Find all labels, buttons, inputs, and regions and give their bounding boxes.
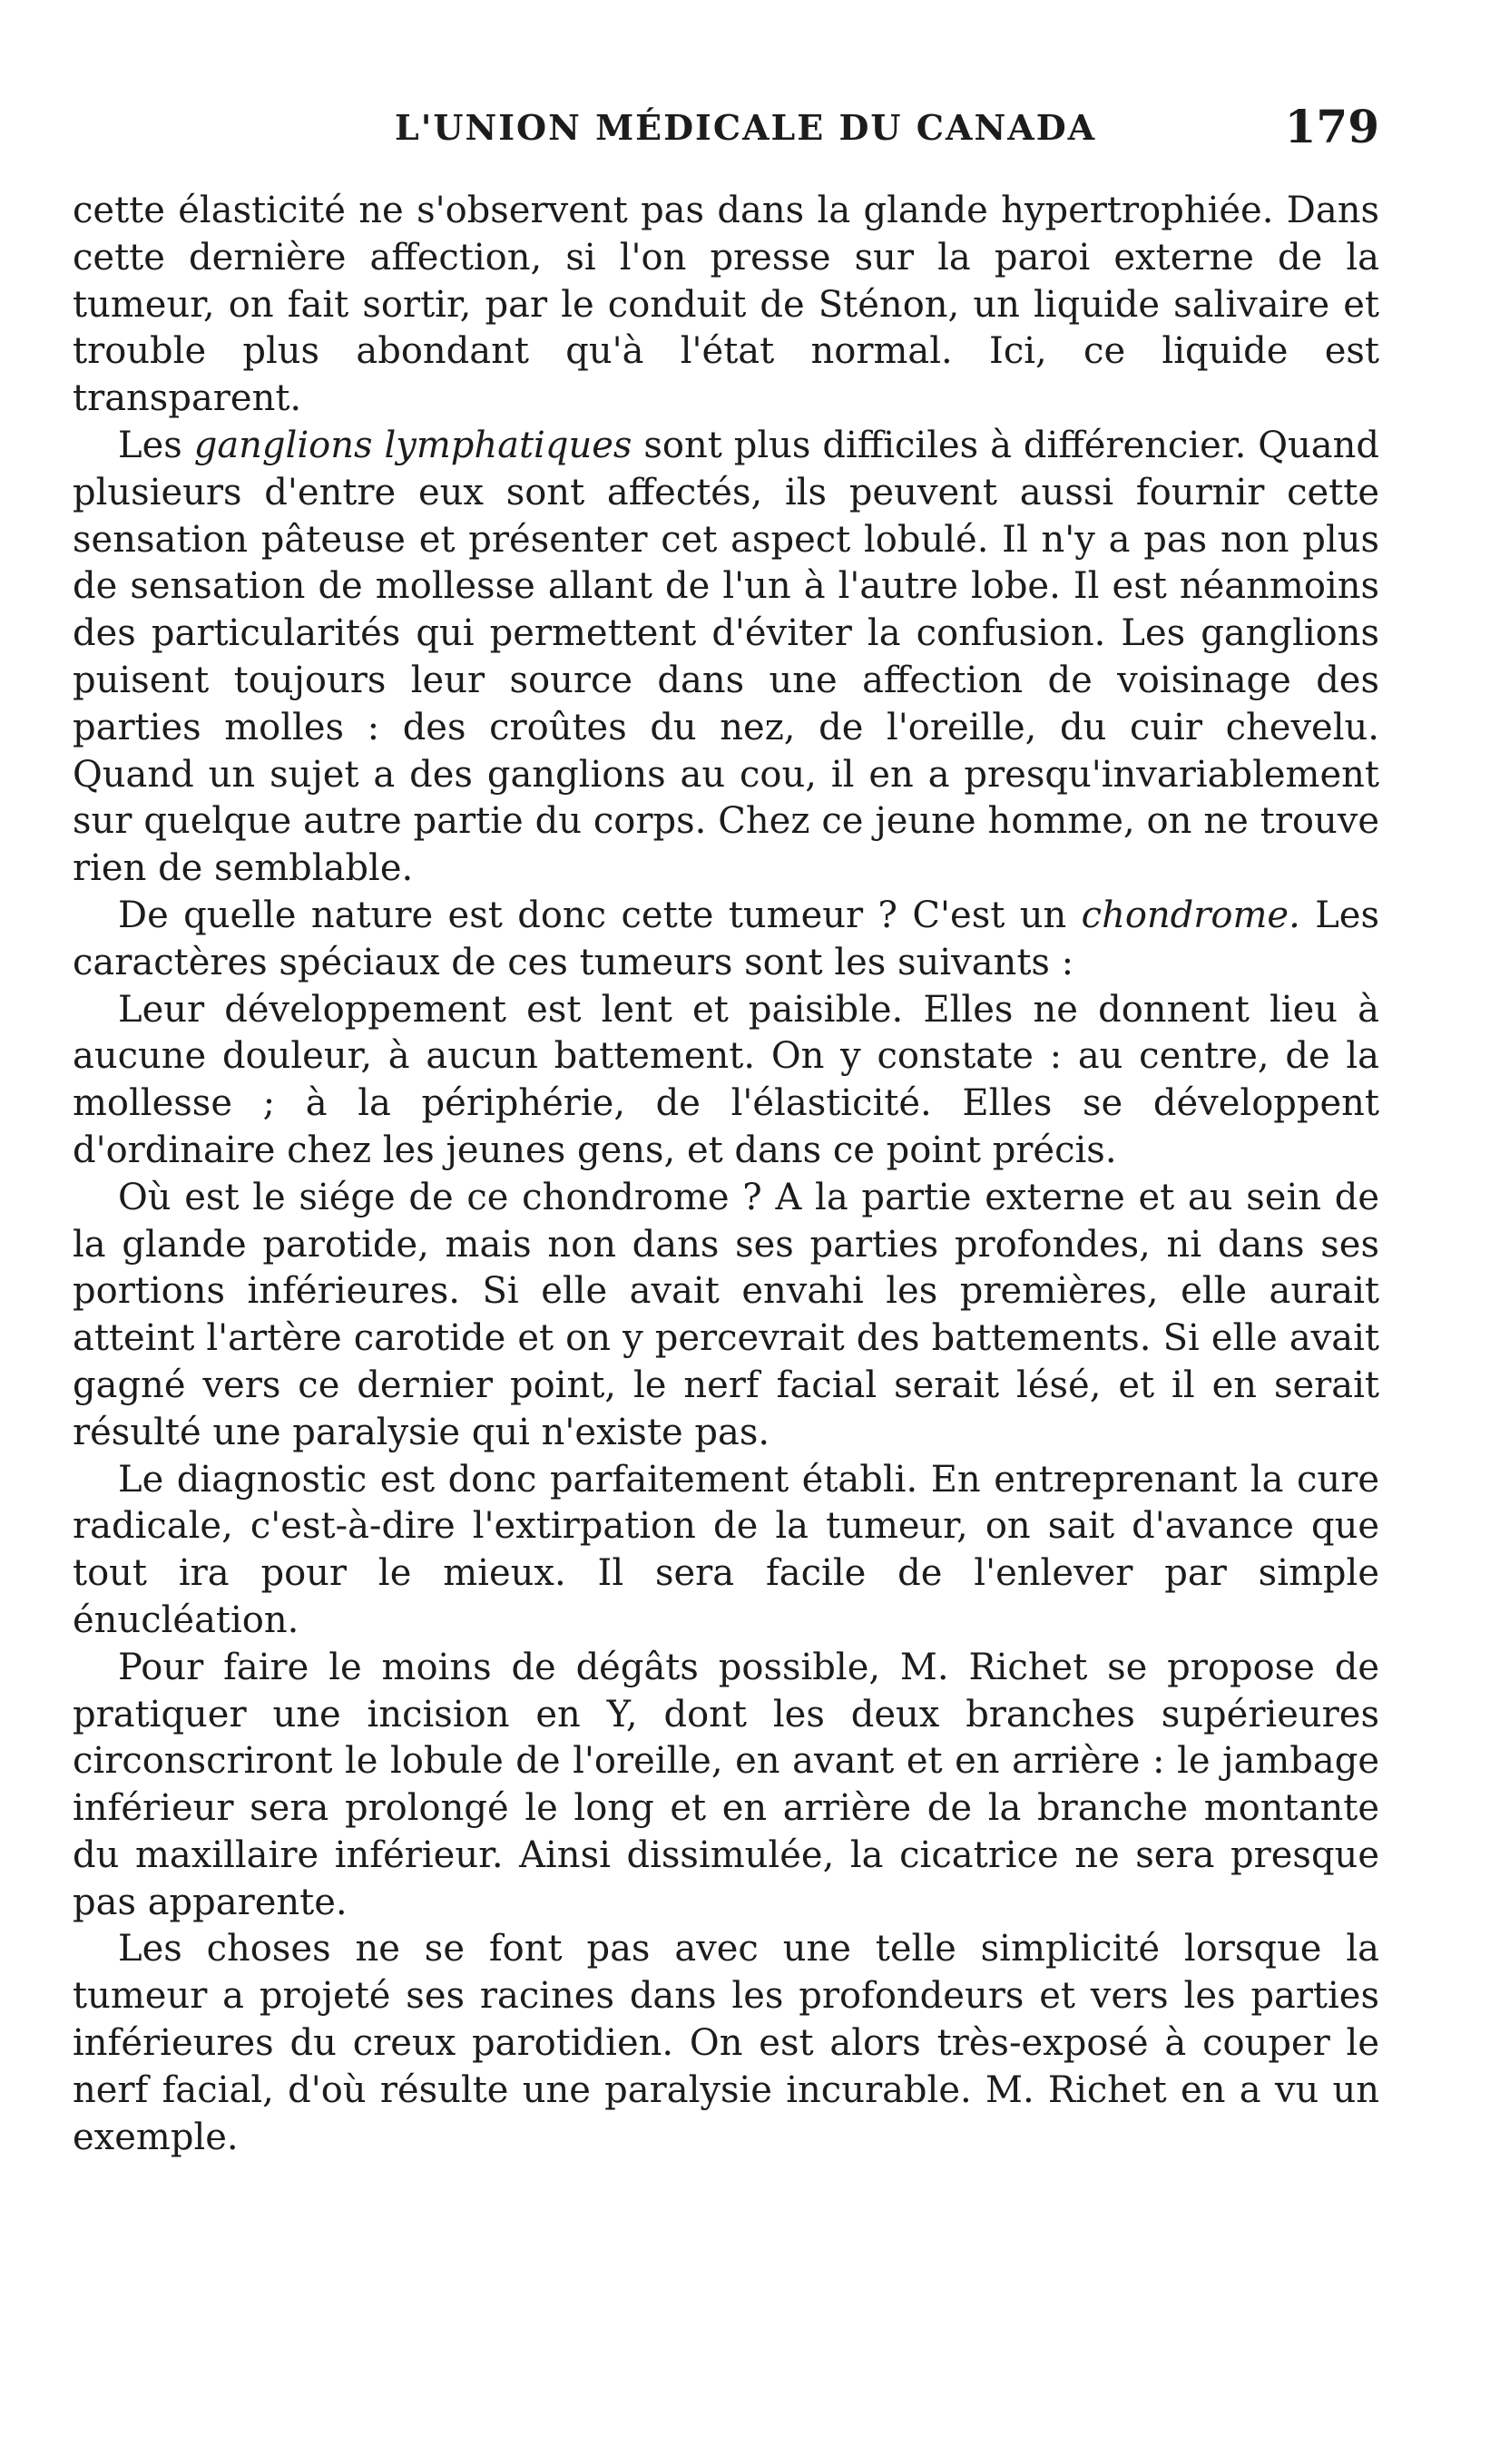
paragraph-text: De quelle nature est donc cette tumeur ? C'est un [118, 894, 1067, 936]
running-title: L'UNION MÉDICALE DU CANADA [395, 107, 1097, 148]
paragraph-complications: Les choses ne se font pas avec une telle simplicité lorsque la tumeur a projeté ses racines dans les profondeurs et vers les parties inférieures du creux parotidien. On est alors très-exposé à couper le nerf facial, d'où résulte une paralysie incurable. M. Richet en a vu un exemple. [73, 1928, 1379, 2158]
paragraph-characteristics: Leur développement est lent et paisible. Elles ne donnent lieu à aucune douleur, à aucun battement. On y constate : au centre, de la mollesse ; à la périphérie, de l'élasticité. Elles se développent d'ordinaire chez les jeunes gens, et dans ce point précis. [73, 988, 1379, 1171]
paragraph-text: sont plus difficiles à différencier. Quand plusieurs d'entre eux sont affectés, ils peuvent aussi fournir cette sensation pâteuse et présenter cet aspect lobulé. Il n'y a pas non plus de sensation de mollesse allant de l'un à l'autre lobe. Il est néanmoins des particularités qui permettent d'éviter la confusion. Les ganglions puisent toujours leur source dans une affection de voisinage des parties molles : des croûtes du nez, de l'oreille, du cuir chevelu. Quand un sujet a des ganglions au cou, il en a presqu'invariablement sur quelque autre partie du corps. Chez ce jeune homme, on ne trouve rien de semblable. [73, 424, 1379, 890]
paragraph-text: Les [118, 424, 182, 466]
paragraph-continued: cette élasticité ne s'observent pas dans la glande hypertrophiée. Dans cette dernière affection, si l'on presse sur la paroi externe de la tumeur, on fait sortir, par le conduit de Sténon, un liquide salivaire et trouble plus abondant qu'à l'état normal. Ici, ce liquide est transparent. [73, 190, 1379, 420]
italic-term: ganglions lymphatiques [193, 424, 632, 466]
italic-term: chondrome. [1081, 894, 1300, 936]
paragraph-chondroma [73, 893, 1379, 987]
page-number: 179 [1284, 100, 1379, 153]
paragraph-diagnosis: Le diagnostic est donc parfaitement établi. En entreprenant la cure radicale, c'est-à-dire l'extirpation de la tumeur, on sait d'avance que tout ira pour le mieux. Il sera facile de l'enlever par simple énucléation. [73, 1458, 1379, 1641]
body-text [73, 188, 1379, 2161]
paragraph-incision: Pour faire le moins de dégâts possible, M. Richet se propose de pratiquer une incision en Y, dont les deux branches supérieures circonscriront le lobule de l'oreille, en avant et en arrière : le jambage inférieur sera prolongé le long et en arrière de la branche montante du maxillaire inférieur. Ainsi dissimulée, la cicatrice ne sera presque pas apparente. [73, 1646, 1379, 1923]
paragraph-lymph-nodes [73, 423, 1379, 893]
paragraph-location: Où est le siége de ce chondrome ? A la partie externe et au sein de la glande parotide, mais non dans ses parties profondes, ni dans ses portions inférieures. Si elle avait envahi les premières, elle aurait atteint l'artère carotide et on y percevrait des battements. Si elle avait gagné vers ce dernier point, le nerf facial serait lésé, et il en serait résulté une paralysie qui n'existe pas. [73, 1176, 1379, 1453]
paragraph-text: Les caractères spéciaux de ces tumeurs sont les suivants : [73, 894, 1379, 983]
page-header [73, 100, 1379, 171]
